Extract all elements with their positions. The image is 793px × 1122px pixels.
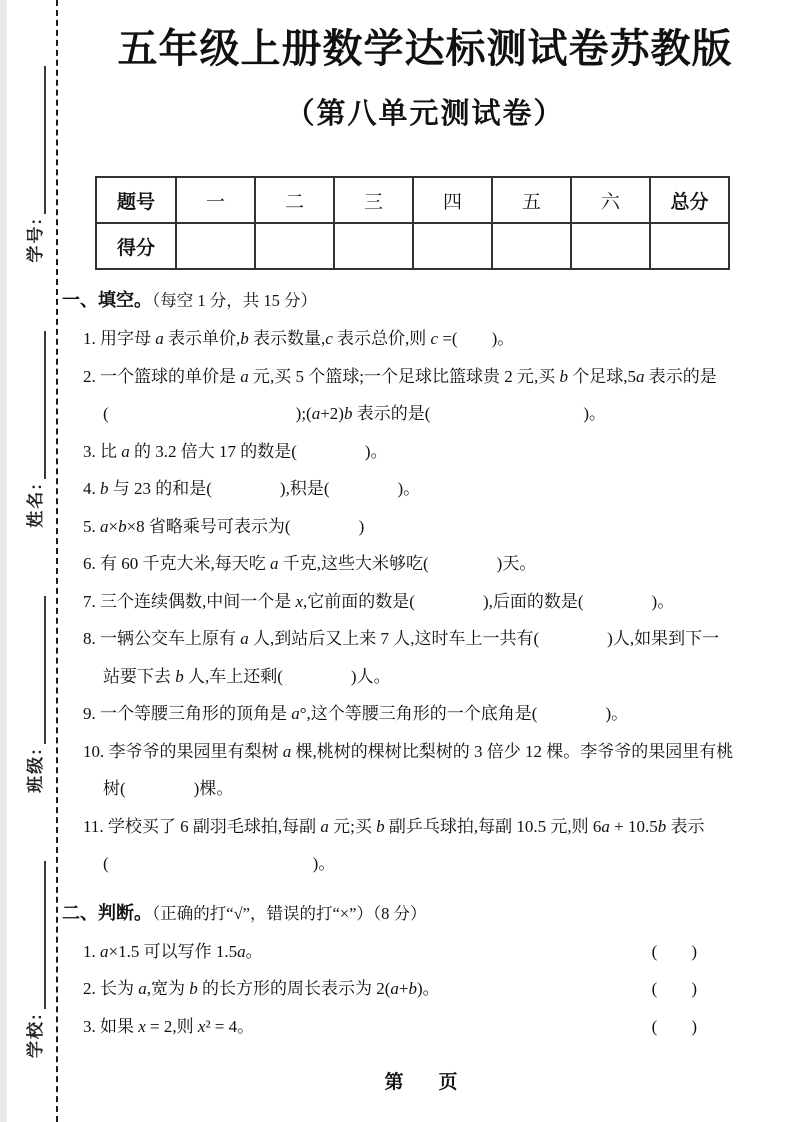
scan-edge-shadow [0, 0, 7, 1122]
column-one: 一 [176, 177, 255, 223]
section-2-note: （正确的打“√”，错误的打“×”）（8 分） [152, 903, 427, 923]
score-cell [334, 223, 413, 269]
column-five: 五 [492, 177, 571, 223]
question-7: 7. 三个连续偶数,中间一个是 x,它前面的数是( ),后面的数是( )。 [83, 591, 675, 611]
judgment-1-text: 1. a×1.5 可以写作 1.5a。 [83, 941, 263, 961]
page-footer: 第 页 [384, 1072, 466, 1093]
page-subtitle: （第八单元测试卷） [285, 98, 565, 130]
page-title: 五年级上册数学达标测试卷苏教版 [117, 27, 733, 71]
column-two: 二 [255, 177, 334, 223]
question-1: 1. 用字母 a 表示单价,b 表示数量,c 表示总价,则 c =( )。 [83, 329, 515, 348]
section-1-title: 一、填空。 [62, 290, 152, 310]
name-label: 姓名: [26, 482, 45, 528]
score-cell [571, 223, 650, 269]
judgment-item-1 [57, 933, 793, 971]
question-2-line-2: ( );(a+2)b 表示的是( )。 [103, 404, 607, 423]
student-number-field [21, 66, 46, 263]
score-table [95, 176, 730, 270]
column-total: 总分 [650, 177, 729, 223]
column-four: 四 [413, 177, 492, 223]
judgment-1-answer-bracket: ( ) [651, 941, 697, 961]
class-label: 班级: [26, 747, 45, 793]
judgment-3-answer-bracket: ( ) [651, 1016, 697, 1036]
school-blank-line [28, 861, 46, 1009]
question-3: 3. 比 a 的 3.2 倍大 17 的数是( )。 [83, 441, 388, 461]
question-9: 9. 一个等腰三角形的顶角是 a°,这个等腰三角形的一个底角是( )。 [83, 704, 629, 723]
class-blank-line [28, 596, 46, 744]
judgment-3-text: 3. 如果 x = 2,则 x² = 4。 [83, 1016, 255, 1036]
question-number-label: 题号 [96, 177, 176, 223]
column-three: 三 [334, 177, 413, 223]
question-4: 4. b 与 23 的和是( ),积是( )。 [83, 479, 421, 498]
school-field [21, 861, 46, 1058]
column-six: 六 [571, 177, 650, 223]
score-table-header-row [96, 177, 729, 223]
section-2-title: 二、判断。 [62, 902, 152, 923]
question-5: 5. a×b×8 省略乘号可表示为( ) [83, 516, 365, 536]
judgment-item-3 [57, 1008, 793, 1046]
question-2-line-1: 2. 一个篮球的单价是 a 元,买 5 个篮球;一个足球比篮球贵 2 元,买 b 个足球,5a 表示的是 [83, 366, 717, 386]
score-cell [650, 223, 729, 269]
school-label: 学校: [26, 1012, 45, 1058]
name-blank-line [28, 331, 46, 479]
judgment-2-answer-bracket: ( ) [651, 979, 697, 998]
question-8-line-2: 站要下去 b 人,车上还剩( )人。 [103, 666, 391, 686]
score-cell [255, 223, 334, 269]
name-field [21, 331, 46, 528]
student-number-label: 学号: [26, 217, 45, 263]
score-cell [176, 223, 255, 269]
section-1-heading [57, 282, 793, 320]
question-8-line-1: 8. 一辆公交车上原有 a 人,到站后又上来 7 人,这时车上一共有( )人,如果到下一 [83, 629, 720, 648]
judgment-item-2 [57, 970, 793, 1008]
class-field [21, 596, 46, 793]
question-6: 6. 有 60 千克大米,每天吃 a 千克,这些大米够吃( )天。 [83, 554, 537, 573]
score-cell [413, 223, 492, 269]
exam-paper-body [57, 0, 793, 1094]
score-cell [492, 223, 571, 269]
section-1-note: （每空 1 分，共 15 分） [152, 291, 317, 310]
question-11-line-1: 11. 学校买了 6 副羽毛球拍,每副 a 元;买 b 副乒乓球拍,每副 10.5 元,则 6a + 10.5b 表示 [83, 816, 705, 836]
student-number-blank-line [28, 66, 46, 214]
question-10-line-1: 10. 李爷爷的果园里有梨树 a 棵,桃树的棵树比梨树的 3 倍少 12 棵。李爷爷的果园里有桃 [83, 741, 734, 761]
question-11-line-2: ( )。 [103, 854, 336, 873]
score-label: 得分 [96, 223, 176, 269]
score-table-score-row [96, 223, 729, 269]
question-10-line-2: 树( )棵。 [103, 779, 234, 798]
student-info-sidebar [12, 66, 46, 1058]
judgment-2-text: 2. 长为 a,宽为 b 的长方形的周长表示为 2(a+b)。 [83, 979, 440, 998]
section-2-heading [57, 895, 793, 933]
